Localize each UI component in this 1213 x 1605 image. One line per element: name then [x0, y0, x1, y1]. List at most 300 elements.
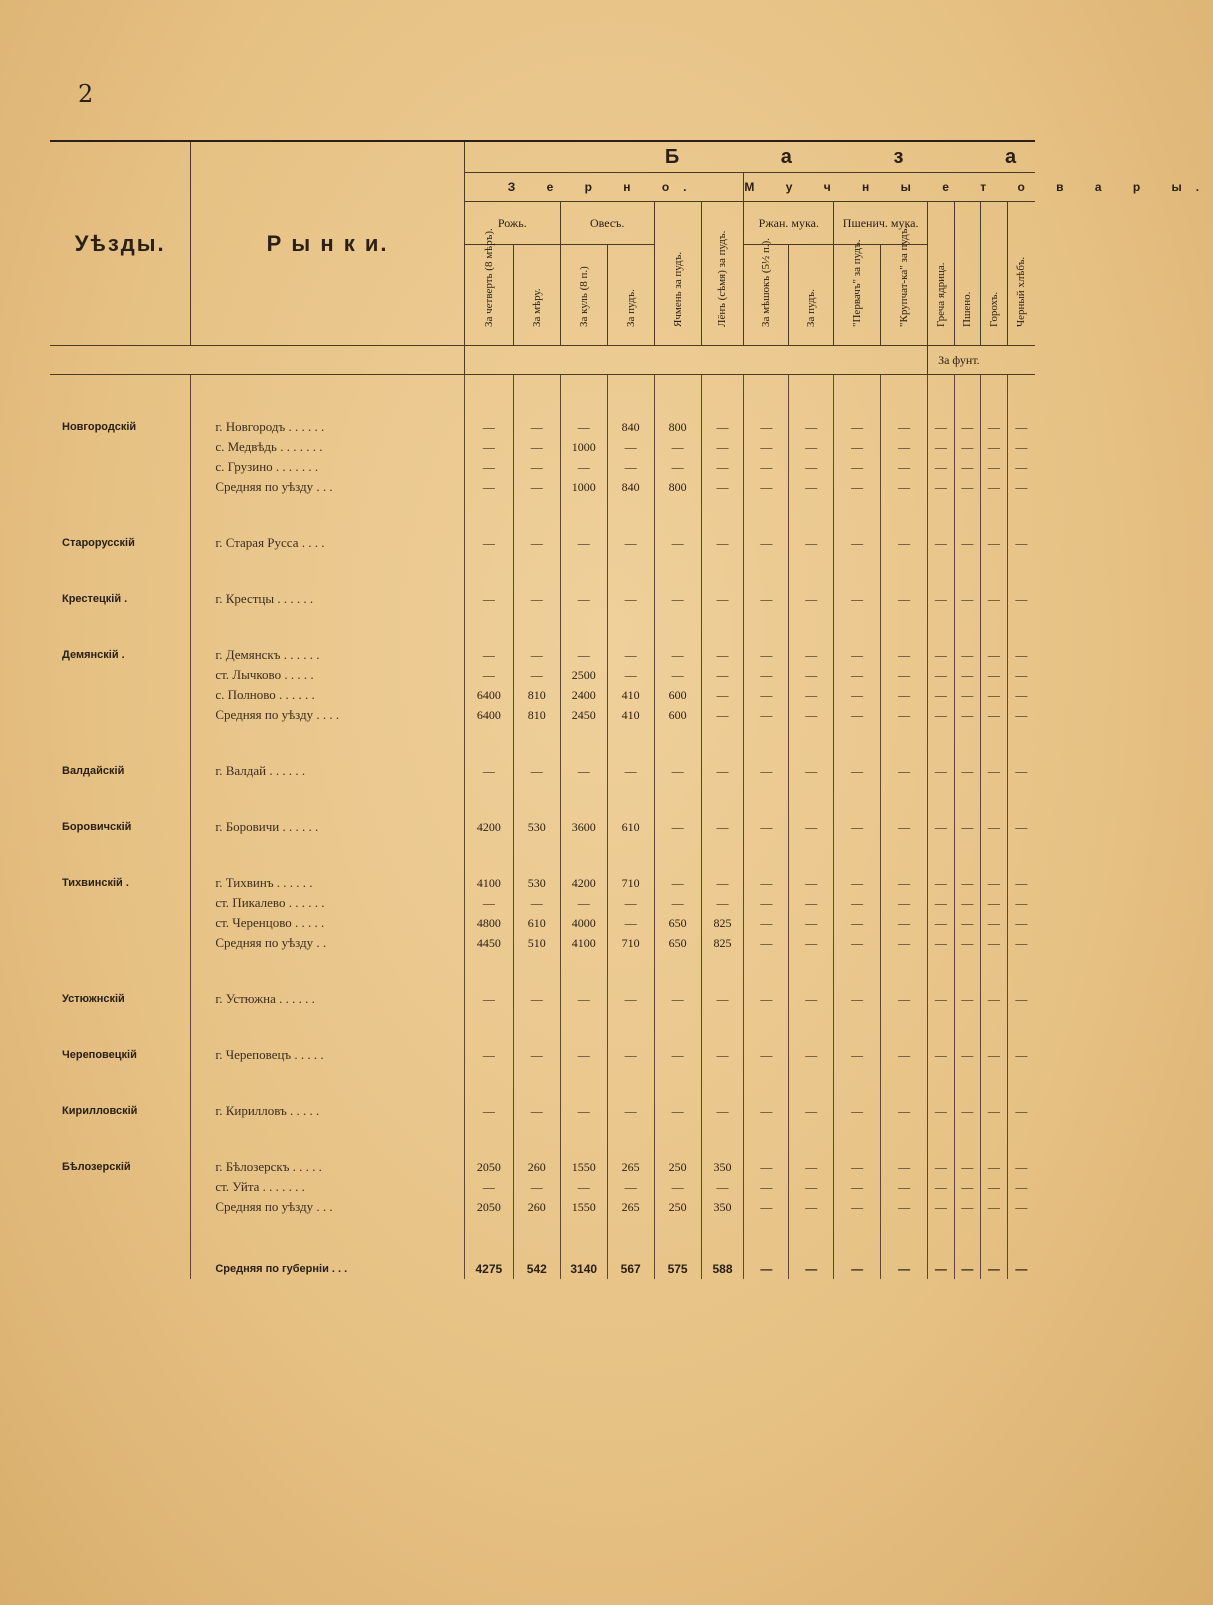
- empty-cell: [1007, 375, 1035, 418]
- price-cell: —: [881, 1045, 928, 1065]
- empty-cell: [654, 953, 701, 989]
- header-unit-blank: [464, 346, 927, 375]
- price-cell: —: [654, 589, 701, 609]
- price-cell: —: [701, 437, 744, 457]
- empty-cell: [701, 609, 744, 645]
- market-cell: г. Череповецъ . . . . .: [191, 1045, 465, 1065]
- price-cell: —: [560, 893, 607, 913]
- price-cell: —: [744, 417, 789, 437]
- price-cell: —: [981, 1177, 1008, 1197]
- table-row: [50, 1217, 1035, 1259]
- empty-cell: [464, 1121, 513, 1157]
- price-cell: —: [981, 705, 1008, 725]
- price-cell: 4000: [560, 913, 607, 933]
- market-cell: Средняя по уѣзду . .: [191, 933, 465, 953]
- price-cell: 4200: [560, 873, 607, 893]
- price-cell: —: [834, 1177, 881, 1197]
- price-cell: 800: [654, 477, 701, 497]
- uezd-cell: Демянскій .: [62, 649, 125, 661]
- empty-cell: [191, 1121, 465, 1157]
- price-cell: —: [654, 989, 701, 1009]
- price-cell: —: [954, 645, 981, 665]
- empty-cell: [607, 497, 654, 533]
- price-cell: —: [789, 1259, 834, 1279]
- price-cell: —: [1007, 417, 1035, 437]
- price-cell: 710: [607, 933, 654, 953]
- price-cell: —: [1007, 761, 1035, 781]
- price-cell: —: [981, 1101, 1008, 1121]
- empty-cell: [881, 497, 928, 533]
- price-cell: —: [464, 477, 513, 497]
- empty-cell: [701, 1009, 744, 1045]
- price-cell: —: [744, 893, 789, 913]
- price-cell: —: [789, 873, 834, 893]
- price-cell: —: [954, 893, 981, 913]
- price-cell: 810: [513, 705, 560, 725]
- price-cell: 4275: [464, 1259, 513, 1279]
- price-cell: 825: [701, 933, 744, 953]
- price-cell: —: [981, 665, 1008, 685]
- market-cell: Средняя по уѣзду . . .: [191, 1197, 465, 1217]
- price-cell: 2400: [560, 685, 607, 705]
- uezd-cell: [50, 893, 191, 913]
- header-krupchatka: [881, 225, 928, 346]
- price-cell: —: [834, 1045, 881, 1065]
- empty-cell: [834, 725, 881, 761]
- price-cell: —: [954, 685, 981, 705]
- price-cell: —: [701, 817, 744, 837]
- price-cell: —: [834, 893, 881, 913]
- price-cell: —: [834, 457, 881, 477]
- header-ryeflour-pud-label: За пудъ.: [805, 289, 818, 327]
- price-table-grid: [50, 140, 1213, 1279]
- empty-cell: [881, 609, 928, 645]
- empty-cell: [928, 1009, 955, 1045]
- price-cell: 588: [701, 1259, 744, 1279]
- empty-cell: [50, 375, 191, 418]
- table-row: [50, 873, 1035, 893]
- price-cell: —: [1007, 685, 1035, 705]
- price-cell: —: [1007, 705, 1035, 725]
- price-cell: 2050: [464, 1157, 513, 1177]
- empty-cell: [701, 1065, 744, 1101]
- table-row: [50, 725, 1035, 761]
- price-cell: 510: [513, 933, 560, 953]
- empty-cell: [464, 375, 513, 418]
- empty-cell: [1007, 553, 1035, 589]
- empty-cell: [834, 837, 881, 873]
- empty-cell: [701, 375, 744, 418]
- empty-cell: [50, 1009, 191, 1045]
- price-cell: —: [789, 893, 834, 913]
- empty-cell: [191, 1009, 465, 1045]
- price-cell: 4450: [464, 933, 513, 953]
- empty-cell: [560, 1065, 607, 1101]
- empty-cell: [607, 553, 654, 589]
- price-cell: 2500: [560, 665, 607, 685]
- header-oats-kul: [560, 245, 607, 346]
- empty-cell: [560, 837, 607, 873]
- header-ryeflour-pud: [789, 245, 834, 346]
- empty-cell: [954, 1121, 981, 1157]
- price-cell: —: [607, 989, 654, 1009]
- empty-cell: [789, 609, 834, 645]
- market-cell: г. Крестцы . . . . . .: [191, 589, 465, 609]
- price-cell: —: [701, 645, 744, 665]
- price-cell: —: [701, 1177, 744, 1197]
- price-cell: —: [513, 989, 560, 1009]
- price-cell: —: [881, 1101, 928, 1121]
- price-cell: —: [744, 457, 789, 477]
- empty-cell: [560, 725, 607, 761]
- empty-cell: [191, 553, 465, 589]
- uezd-cell: Новгородскій: [62, 421, 137, 433]
- empty-cell: [881, 375, 928, 418]
- table-row: [50, 1259, 1035, 1279]
- price-cell: 260: [513, 1197, 560, 1217]
- empty-cell: [881, 953, 928, 989]
- price-cell: —: [928, 477, 955, 497]
- empty-cell: [954, 781, 981, 817]
- price-cell: —: [928, 645, 955, 665]
- price-cell: —: [928, 989, 955, 1009]
- price-cell: —: [881, 589, 928, 609]
- price-cell: —: [560, 761, 607, 781]
- price-cell: —: [1007, 1045, 1035, 1065]
- empty-cell: [789, 1009, 834, 1045]
- price-cell: —: [789, 933, 834, 953]
- price-cell: —: [834, 437, 881, 457]
- price-cell: —: [928, 933, 955, 953]
- price-cell: 542: [513, 1259, 560, 1279]
- price-cell: —: [834, 817, 881, 837]
- header-unit-note: За фунт.: [928, 346, 1035, 375]
- table-row: [50, 533, 1035, 553]
- empty-cell: [1007, 725, 1035, 761]
- price-cell: —: [560, 645, 607, 665]
- empty-cell: [834, 1009, 881, 1045]
- header-ryeflour-meshok: [744, 237, 789, 346]
- empty-cell: [50, 837, 191, 873]
- price-cell: —: [744, 913, 789, 933]
- empty-cell: [744, 497, 789, 533]
- header-millet: [954, 202, 981, 346]
- header-barley-label: Ячмень за пудъ.: [671, 251, 684, 327]
- price-cell: —: [928, 913, 955, 933]
- price-cell: —: [464, 645, 513, 665]
- price-cell: —: [954, 457, 981, 477]
- empty-cell: [834, 497, 881, 533]
- price-cell: 4200: [464, 817, 513, 837]
- price-cell: —: [881, 645, 928, 665]
- table-row: [50, 685, 1035, 705]
- price-cell: —: [607, 893, 654, 913]
- price-cell: —: [881, 1177, 928, 1197]
- header-oats-pud: [607, 245, 654, 346]
- empty-cell: [789, 553, 834, 589]
- price-cell: 1000: [560, 437, 607, 457]
- price-cell: —: [464, 589, 513, 609]
- empty-cell: [954, 1009, 981, 1045]
- table-row: [50, 665, 1035, 685]
- empty-cell: [191, 1217, 465, 1259]
- price-cell: —: [1007, 1197, 1035, 1217]
- empty-cell: [607, 609, 654, 645]
- table-row: [50, 1121, 1035, 1157]
- empty-cell: [513, 725, 560, 761]
- price-cell: —: [513, 1045, 560, 1065]
- price-cell: —: [881, 705, 928, 725]
- empty-cell: [607, 725, 654, 761]
- empty-cell: [560, 1009, 607, 1045]
- price-cell: —: [789, 1101, 834, 1121]
- empty-cell: [834, 1065, 881, 1101]
- uezd-cell: [50, 437, 191, 457]
- price-cell: —: [607, 1101, 654, 1121]
- price-cell: —: [744, 1177, 789, 1197]
- price-cell: 350: [701, 1197, 744, 1217]
- price-cell: —: [744, 533, 789, 553]
- market-cell: Средняя по губерніи . . .: [191, 1259, 465, 1279]
- table-row: [50, 1157, 1035, 1177]
- price-cell: —: [954, 533, 981, 553]
- header-markets: Р ы н к и.: [191, 141, 465, 346]
- empty-cell: [834, 1121, 881, 1157]
- price-cell: —: [928, 665, 955, 685]
- market-cell: Средняя по уѣзду . . . .: [191, 705, 465, 725]
- price-cell: —: [654, 1045, 701, 1065]
- price-cell: —: [654, 665, 701, 685]
- header-peas-label: Горохъ.: [987, 291, 1000, 327]
- price-cell: —: [560, 989, 607, 1009]
- uezd-cell: Бѣлозерскій: [62, 1161, 131, 1173]
- uezd-cell: Устюжнскій: [62, 993, 125, 1005]
- price-cell: —: [701, 989, 744, 1009]
- header-pervach: [834, 239, 881, 346]
- price-cell: —: [834, 477, 881, 497]
- header-rye-flour: Ржан. мука.: [744, 202, 834, 245]
- price-cell: —: [834, 645, 881, 665]
- header-rye-mera-label: За мѣру.: [530, 288, 543, 327]
- price-cell: —: [560, 589, 607, 609]
- price-cell: —: [928, 589, 955, 609]
- empty-cell: [701, 497, 744, 533]
- empty-cell: [50, 1121, 191, 1157]
- header-oats: Овесъ.: [560, 202, 654, 245]
- price-cell: —: [881, 761, 928, 781]
- price-cell: —: [981, 645, 1008, 665]
- empty-cell: [607, 953, 654, 989]
- price-cell: —: [928, 1045, 955, 1065]
- price-cell: —: [834, 589, 881, 609]
- empty-cell: [744, 837, 789, 873]
- price-cell: —: [1007, 1101, 1035, 1121]
- price-cell: —: [744, 437, 789, 457]
- price-cell: —: [1007, 989, 1035, 1009]
- empty-cell: [928, 609, 955, 645]
- price-cell: —: [881, 1157, 928, 1177]
- price-cell: —: [789, 989, 834, 1009]
- table-row: [50, 913, 1035, 933]
- price-cell: —: [881, 665, 928, 685]
- price-cell: —: [834, 417, 881, 437]
- table-row: [50, 893, 1035, 913]
- table-row: [50, 589, 1035, 609]
- market-cell: с. Полново . . . . . .: [191, 685, 465, 705]
- price-cell: —: [464, 437, 513, 457]
- header-flaxseed-label: Лёнъ (сѣмя) за пудъ.: [716, 230, 729, 327]
- price-cell: —: [607, 437, 654, 457]
- empty-cell: [1007, 1065, 1035, 1101]
- price-cell: —: [744, 477, 789, 497]
- empty-cell: [50, 609, 191, 645]
- price-cell: —: [607, 761, 654, 781]
- table-row: [50, 645, 1035, 665]
- empty-cell: [881, 1121, 928, 1157]
- price-cell: —: [834, 989, 881, 1009]
- price-cell: —: [954, 933, 981, 953]
- price-cell: —: [789, 665, 834, 685]
- price-cell: 250: [654, 1197, 701, 1217]
- price-cell: —: [607, 457, 654, 477]
- market-cell: г. Демянскъ . . . . . .: [191, 645, 465, 665]
- price-cell: —: [744, 1197, 789, 1217]
- price-cell: 840: [607, 477, 654, 497]
- price-cell: —: [834, 1197, 881, 1217]
- price-cell: —: [654, 1101, 701, 1121]
- empty-cell: [654, 1009, 701, 1045]
- price-cell: —: [1007, 645, 1035, 665]
- price-cell: —: [928, 1157, 955, 1177]
- price-cell: —: [513, 457, 560, 477]
- price-cell: —: [464, 989, 513, 1009]
- table-row: [50, 375, 1035, 418]
- price-cell: —: [701, 1045, 744, 1065]
- empty-cell: [654, 1065, 701, 1101]
- price-cell: —: [981, 761, 1008, 781]
- price-cell: —: [954, 705, 981, 725]
- price-cell: 650: [654, 913, 701, 933]
- price-cell: —: [513, 1177, 560, 1197]
- price-cell: —: [654, 645, 701, 665]
- empty-cell: [50, 781, 191, 817]
- empty-cell: [981, 497, 1008, 533]
- empty-cell: [513, 375, 560, 418]
- empty-cell: [928, 781, 955, 817]
- price-cell: —: [954, 873, 981, 893]
- empty-cell: [513, 497, 560, 533]
- empty-cell: [607, 1121, 654, 1157]
- empty-cell: [560, 609, 607, 645]
- empty-cell: [464, 837, 513, 873]
- empty-cell: [191, 781, 465, 817]
- price-cell: —: [981, 989, 1008, 1009]
- uezd-cell: Крестецкій .: [62, 593, 128, 605]
- empty-cell: [834, 609, 881, 645]
- price-cell: —: [464, 1101, 513, 1121]
- price-cell: —: [789, 761, 834, 781]
- price-cell: —: [654, 761, 701, 781]
- empty-cell: [744, 609, 789, 645]
- price-cell: —: [560, 417, 607, 437]
- empty-cell: [464, 725, 513, 761]
- empty-cell: [654, 725, 701, 761]
- empty-cell: [789, 781, 834, 817]
- price-cell: 530: [513, 817, 560, 837]
- empty-cell: [701, 837, 744, 873]
- price-cell: —: [954, 417, 981, 437]
- empty-cell: [981, 953, 1008, 989]
- empty-cell: [654, 781, 701, 817]
- empty-cell: [560, 1121, 607, 1157]
- price-cell: —: [607, 533, 654, 553]
- table-row: [50, 1045, 1035, 1065]
- uezd-cell: [50, 1177, 191, 1197]
- price-cell: 800: [654, 417, 701, 437]
- price-cell: —: [881, 457, 928, 477]
- empty-cell: [607, 1009, 654, 1045]
- empty-cell: [981, 1009, 1008, 1045]
- empty-cell: [513, 1121, 560, 1157]
- empty-cell: [513, 837, 560, 873]
- empty-cell: [981, 1065, 1008, 1101]
- price-cell: —: [744, 1259, 789, 1279]
- empty-cell: [834, 375, 881, 418]
- empty-cell: [789, 953, 834, 989]
- price-cell: —: [928, 417, 955, 437]
- price-cell: —: [789, 437, 834, 457]
- header-black-bread: [1007, 202, 1035, 346]
- empty-cell: [701, 781, 744, 817]
- market-cell: с. Грузино . . . . . . .: [191, 457, 465, 477]
- price-cell: —: [1007, 933, 1035, 953]
- header-millet-label: Пшено.: [961, 291, 974, 327]
- empty-cell: [789, 1121, 834, 1157]
- price-cell: —: [513, 665, 560, 685]
- market-cell: ст. Уйта . . . . . . .: [191, 1177, 465, 1197]
- empty-cell: [607, 837, 654, 873]
- price-cell: —: [834, 533, 881, 553]
- page-number: 2: [78, 80, 94, 108]
- price-cell: —: [513, 1101, 560, 1121]
- price-cell: —: [881, 685, 928, 705]
- price-cell: —: [954, 817, 981, 837]
- header-uezd: Уѣзды.: [50, 141, 191, 346]
- empty-cell: [954, 375, 981, 418]
- empty-cell: [928, 1217, 955, 1259]
- price-cell: —: [654, 873, 701, 893]
- price-cell: —: [1007, 817, 1035, 837]
- empty-cell: [464, 497, 513, 533]
- price-cell: —: [981, 685, 1008, 705]
- empty-cell: [464, 553, 513, 589]
- empty-cell: [1007, 781, 1035, 817]
- empty-cell: [789, 375, 834, 418]
- empty-cell: [954, 837, 981, 873]
- price-cell: —: [834, 665, 881, 685]
- empty-cell: [744, 1121, 789, 1157]
- price-table: [50, 140, 1213, 1520]
- price-cell: 600: [654, 705, 701, 725]
- price-cell: —: [744, 761, 789, 781]
- price-cell: —: [789, 1045, 834, 1065]
- empty-cell: [928, 375, 955, 418]
- price-cell: —: [981, 1197, 1008, 1217]
- empty-cell: [191, 609, 465, 645]
- price-cell: —: [701, 417, 744, 437]
- price-cell: —: [928, 685, 955, 705]
- empty-cell: [881, 1217, 928, 1259]
